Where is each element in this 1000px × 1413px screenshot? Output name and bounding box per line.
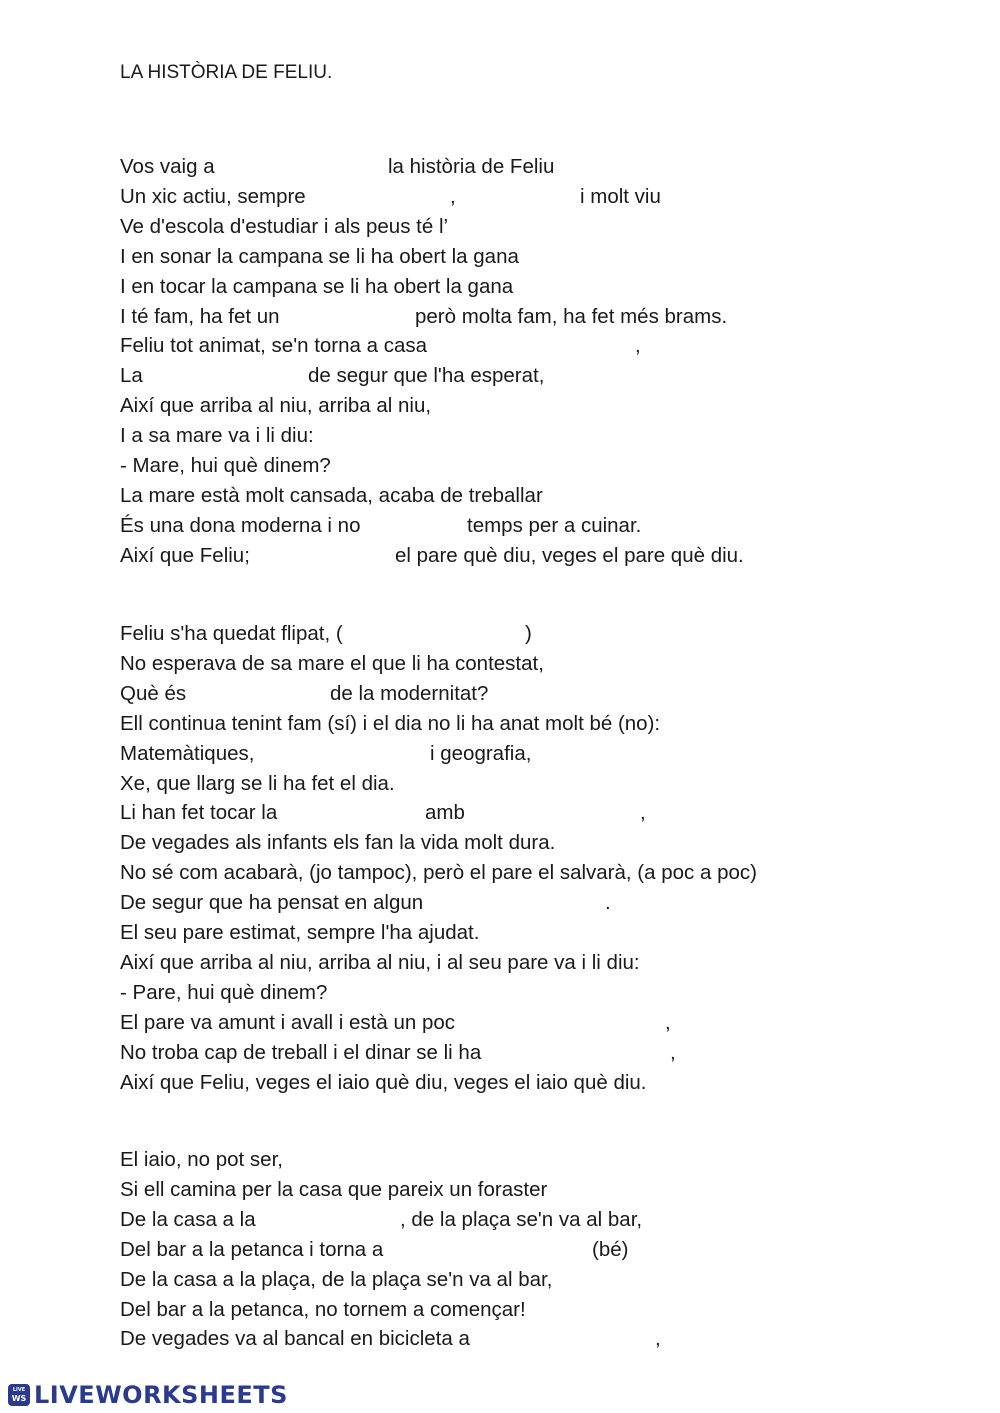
lyric-line: [120, 1267, 980, 1293]
logo-badge-icon: LIVE WS: [8, 1384, 30, 1406]
lyric-line: [120, 244, 980, 270]
lyric-text: Així que arriba al niu, arriba al niu,: [120, 394, 432, 418]
lyric-text: Què és: [120, 681, 187, 705]
lyric-line: [120, 483, 980, 509]
lyric-text: Un xic actiu, sempre: [120, 184, 306, 208]
lyric-line: [120, 651, 980, 677]
lyric-text-after-blank: i molt viu: [580, 184, 661, 208]
lyric-text: Matemàtiques,: [120, 741, 255, 765]
lyric-line: [120, 681, 980, 707]
lyric-text: Feliu tot animat, se'n torna a casa: [120, 334, 428, 358]
logo-text: LIVEWORKSHEETS: [34, 1381, 288, 1409]
lyric-line: [120, 1207, 980, 1233]
lyric-text: La mare està molt cansada, acaba de treballar: [120, 483, 543, 507]
lyric-line: [120, 771, 980, 797]
lyric-text-after-blank: ,: [655, 1327, 661, 1351]
lyric-text-after-blank: ): [525, 622, 532, 645]
lyric-text-after-blank: ,: [635, 334, 641, 358]
lyric-text: És una dona moderna i no: [120, 513, 361, 537]
lyric-text-after-blank: però molta fam, ha fet més brams.: [415, 304, 728, 328]
lyric-line: [120, 950, 980, 976]
lyric-text: Xe, que llarg se li ha fet el dia.: [120, 771, 395, 795]
page-title: LA HISTÒRIA DE FELIU.: [120, 62, 333, 83]
lyric-line: [120, 1297, 980, 1323]
lyric-text: I en sonar la campana se li ha obert la gana: [120, 244, 519, 268]
lyric-text-after-blank: de segur que l'ha esperat,: [308, 364, 545, 388]
lyric-text: Vos vaig a: [120, 155, 215, 178]
lyric-line: [120, 1147, 980, 1173]
lyric-line: [120, 830, 980, 856]
lyric-line: [120, 1177, 980, 1203]
lyric-text-after-blank: ,: [640, 801, 646, 825]
lyric-line: [120, 363, 980, 389]
lyric-text-after-blank: ,: [450, 184, 456, 208]
lyric-text-after-blank: amb: [425, 801, 465, 825]
lyric-line: [120, 1010, 980, 1036]
lyric-line: [120, 393, 980, 419]
lyric-text-after-blank: temps per a cuinar.: [467, 513, 642, 537]
lyric-line: [120, 800, 980, 826]
lyric-line: [120, 741, 980, 767]
lyric-text: La: [120, 364, 143, 388]
lyric-text: Del bar a la petanca, no tornem a començar!: [120, 1297, 526, 1321]
lyric-line: [120, 333, 980, 359]
lyric-text: De segur que ha pensat en algun: [120, 891, 424, 915]
lyric-text: De vegades va al bancal en bicicleta a: [120, 1327, 470, 1351]
liveworksheets-logo: [8, 1380, 288, 1410]
lyric-text: Així que Feliu;: [120, 543, 250, 567]
lyric-text-after-blank: la història de Feliu: [388, 155, 555, 178]
lyric-text: Ve d'escola d'estudiar i als peus té l’: [120, 214, 449, 238]
lyric-line: [120, 920, 980, 946]
lyric-text: I en tocar la campana se li ha obert la gana: [120, 274, 514, 298]
lyric-text: De la casa a la: [120, 1207, 256, 1231]
lyric-text: Ell continua tenint fam (sí) i el dia no li ha anat molt bé (no):: [120, 711, 661, 735]
lyric-line: [120, 1237, 980, 1263]
lyric-text: Si ell camina per la casa que pareix un foraster: [120, 1177, 548, 1201]
lyric-line: [120, 1070, 980, 1096]
lyric-line: [120, 980, 980, 1006]
lyric-text: El seu pare estimat, sempre l'ha ajudat.: [120, 921, 480, 944]
lyric-line: [120, 621, 980, 647]
lyric-line: [120, 304, 980, 330]
lyric-line: [120, 543, 980, 569]
lyric-text: El iaio, no pot ser,: [120, 1148, 283, 1171]
lyric-text: Feliu s'ha quedat flipat, (: [120, 622, 343, 645]
lyric-text: De vegades als infants els fan la vida molt dura.: [120, 831, 556, 855]
lyric-text-after-blank: ,: [670, 1040, 676, 1064]
lyric-text: El pare va amunt i avall i està un poc: [120, 1010, 456, 1034]
lyric-line: [120, 513, 980, 539]
lyric-line: [120, 154, 980, 180]
lyric-line: [120, 423, 980, 449]
lyric-text: - Mare, hui què dinem?: [120, 454, 331, 477]
lyric-line: [120, 860, 980, 886]
lyric-line: [120, 1326, 980, 1352]
lyric-text: - Pare, hui què dinem?: [120, 980, 328, 1004]
lyric-text: Del bar a la petanca i torna a: [120, 1237, 384, 1261]
lyric-line: [120, 453, 980, 479]
lyric-text-after-blank: el pare què diu, veges el pare què diu.: [395, 543, 744, 567]
lyric-line: [120, 184, 980, 210]
lyric-line: [120, 214, 980, 240]
lyric-text-after-blank: i geografia,: [430, 741, 532, 765]
lyric-text: I té fam, ha fet un: [120, 304, 280, 328]
lyric-text-after-blank: , de la plaça se'n va al bar,: [400, 1207, 643, 1231]
lyric-text: De la casa a la plaça, de la plaça se'n va al bar,: [120, 1267, 553, 1291]
lyric-line: [120, 890, 980, 916]
lyric-text: Així que arriba al niu, arriba al niu, i al seu pare va i li diu:: [120, 950, 640, 974]
lyric-text: Li han fet tocar la: [120, 801, 278, 825]
lyric-text: No troba cap de treball i el dinar se li ha: [120, 1040, 482, 1064]
lyric-text: I a sa mare va i li diu:: [120, 424, 314, 448]
lyric-line: [120, 711, 980, 737]
lyric-text: No esperava de sa mare el que li ha contestat,: [120, 651, 544, 675]
lyric-text-after-blank: .: [605, 891, 611, 915]
lyric-line: [120, 1040, 980, 1066]
lyric-text-after-blank: de la modernitat?: [330, 681, 489, 705]
lyric-text: No sé com acabarà, (jo tampoc), però el pare el salvarà, (a poc a poc): [120, 861, 757, 885]
lyric-line: [120, 274, 980, 300]
lyric-text: Així que Feliu, veges el iaio què diu, veges el iaio què diu.: [120, 1070, 647, 1094]
lyric-text-after-blank: ,: [665, 1010, 671, 1034]
lyric-text-after-blank: (bé): [592, 1237, 629, 1261]
